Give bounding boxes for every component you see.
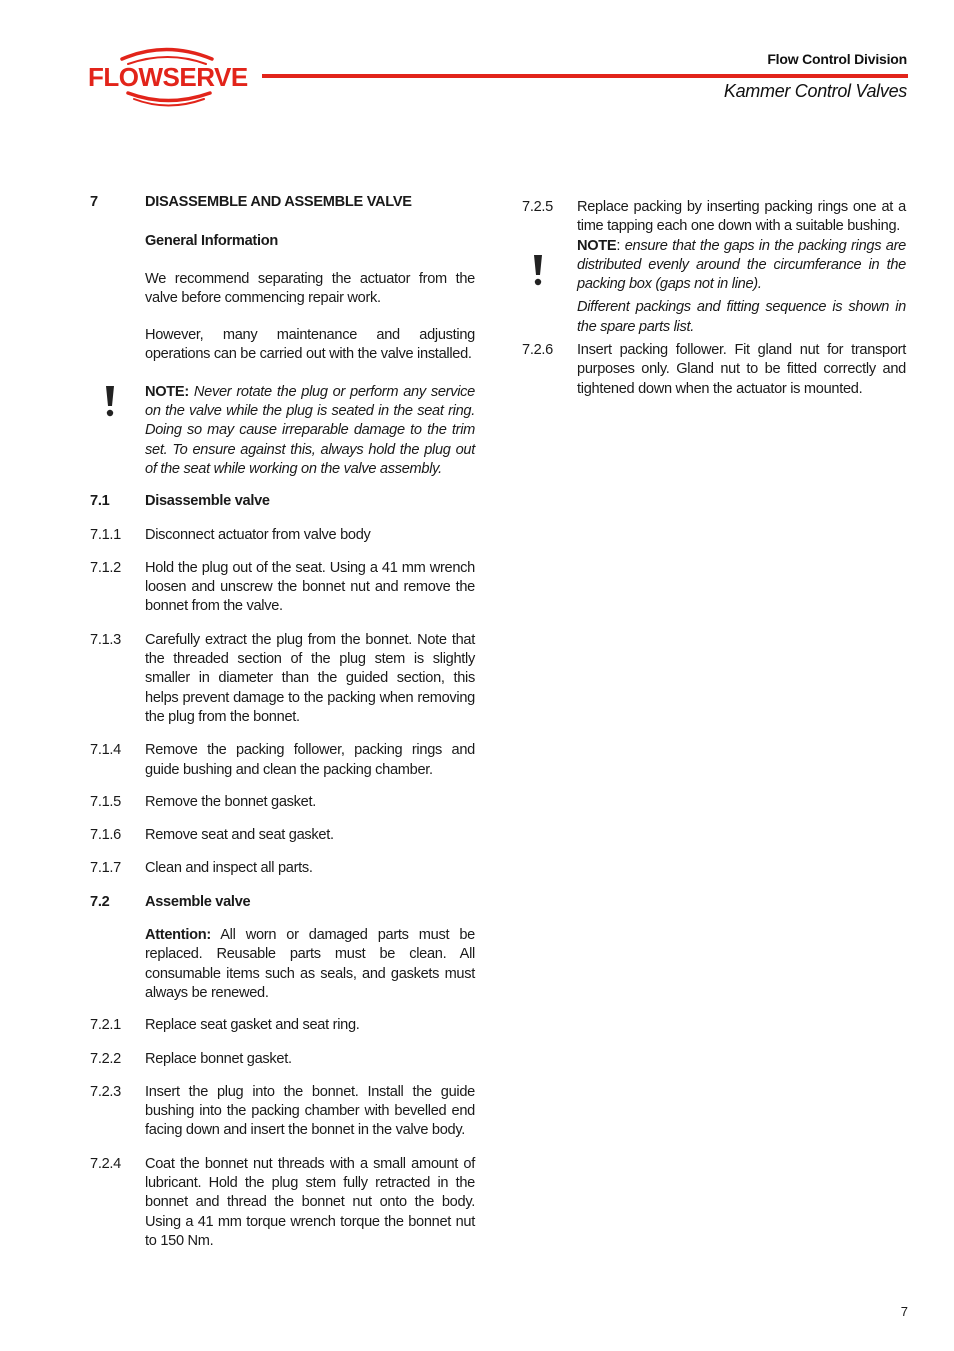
subsection-disassemble-heading: 7.1 Disassemble valve xyxy=(90,493,270,510)
left-column xyxy=(90,193,475,1251)
note-text: Never rotate the plug or perform any service on the valve while the plug is seated in the seat ring. Doing so may cause irreparable damage to the trim set. To ensure against this, always hold the plug out of the seat while working on the valve assembly. xyxy=(145,383,475,477)
step-7-2-6: 7.2.6 Insert packing follower. Fit gland nut for transport purposes only. Gland nut to be fitted correctly and tightened down when the actuator is mounted. xyxy=(522,342,906,397)
division-label: Flow Control Division xyxy=(767,51,907,67)
step-7-1-4: 7.1.4 Remove the packing follower, packing rings and guide bushing and clean the packing chamber. xyxy=(90,742,475,778)
step-7-2-4: 7.2.4 Coat the bonnet nut threads with a small amount of lubricant. Hold the plug stem fully retracted in the bonnet and thread the bonnet nut onto the body. Using a 41 mm torque wrench torque the bonnet nut to 150 Nm. xyxy=(90,1155,475,1249)
step-7-1-5: 7.1.5 Remove the bonnet gasket. xyxy=(90,793,316,810)
step-7-2-2: 7.2.2 Replace bonnet gasket. xyxy=(90,1050,292,1067)
general-heading: General Information xyxy=(145,233,278,250)
warning-note xyxy=(90,383,475,479)
product-line-label: Kammer Control Valves xyxy=(723,81,907,101)
step-7-2-5-note: NOTE: ensure that the gaps in the packing rings are distributed evenly around the circumferance in the packing box (gaps not in line). xyxy=(577,237,906,293)
section-number: 7 xyxy=(90,194,98,210)
general-para-2: However, many maintenance and adjusting operations can be carried out with the valve installed. xyxy=(145,327,475,363)
exclamation-icon xyxy=(104,385,116,417)
section-title: DISASSEMBLE AND ASSEMBLE VALVE xyxy=(145,194,412,210)
step-7-2-1: 7.2.1 Replace seat gasket and seat ring. xyxy=(90,1017,360,1034)
general-heading-row xyxy=(90,232,475,251)
step-7-1-1: 7.1.1 Disconnect actuator from valve body xyxy=(90,526,371,543)
page-number: 7 xyxy=(900,1304,908,1319)
note-label: NOTE: xyxy=(145,383,189,400)
general-para-1: We recommend separating the actuator from the valve before commencing repair work. xyxy=(145,270,475,306)
subsection-assemble-heading: 7.2 Assemble valve xyxy=(90,893,251,910)
step-7-2-5-note-extra: Different packings and fitting sequence is shown in the spare parts list. xyxy=(577,299,906,335)
right-column xyxy=(522,198,906,399)
step-7-1-7: 7.1.7 Clean and inspect all parts. xyxy=(90,860,313,877)
step-7-2-5-text: Replace packing by inserting packing rings one at a time tapping each one down with a suitable bushing. xyxy=(577,199,906,235)
flowserve-logo xyxy=(88,46,248,108)
exclamation-icon xyxy=(532,254,544,286)
section-heading xyxy=(90,193,475,212)
attention-text: All worn or damaged parts must be replaced. Reusable parts must be clean. All consumable items such as seals, and gaskets must always be renewed. xyxy=(145,927,475,1001)
svg-text:FLOWSERVE: FLOWSERVE xyxy=(88,62,248,92)
step-7-2-3: 7.2.3 Insert the plug into the bonnet. Install the guide bushing into the packing chamber with bevelled end facing down and insert the bonnet in the valve body. xyxy=(90,1083,475,1139)
step-7-1-6: 7.1.6 Remove seat and seat gasket. xyxy=(90,827,334,844)
attention-note xyxy=(90,926,475,1003)
header-rule xyxy=(262,74,908,78)
attention-label: Attention: xyxy=(145,927,211,944)
step-7-1-2: 7.1.2 Hold the plug out of the seat. Using a 41 mm wrench loosen and unscrew the bonnet nut and remove the bonnet from the valve. xyxy=(90,559,475,615)
step-7-1-3: 7.1.3 Carefully extract the plug from the bonnet. Note that the threaded section of the plug stem is slightly smaller in diameter than the guided section, this helps prevent damage to the packing when removing the plug from the bonnet. xyxy=(90,631,475,725)
step-7-2-5: 7.2.5 Replace packing by inserting packing rings one at a time tapping each one down with a suitable bushing. NOTE: ensure that the gaps in the packing rings are distributed evenly around the circumferance in the packing box (gaps not in line). Different packings and fitting sequence is shown in the spare parts list. xyxy=(522,198,906,337)
